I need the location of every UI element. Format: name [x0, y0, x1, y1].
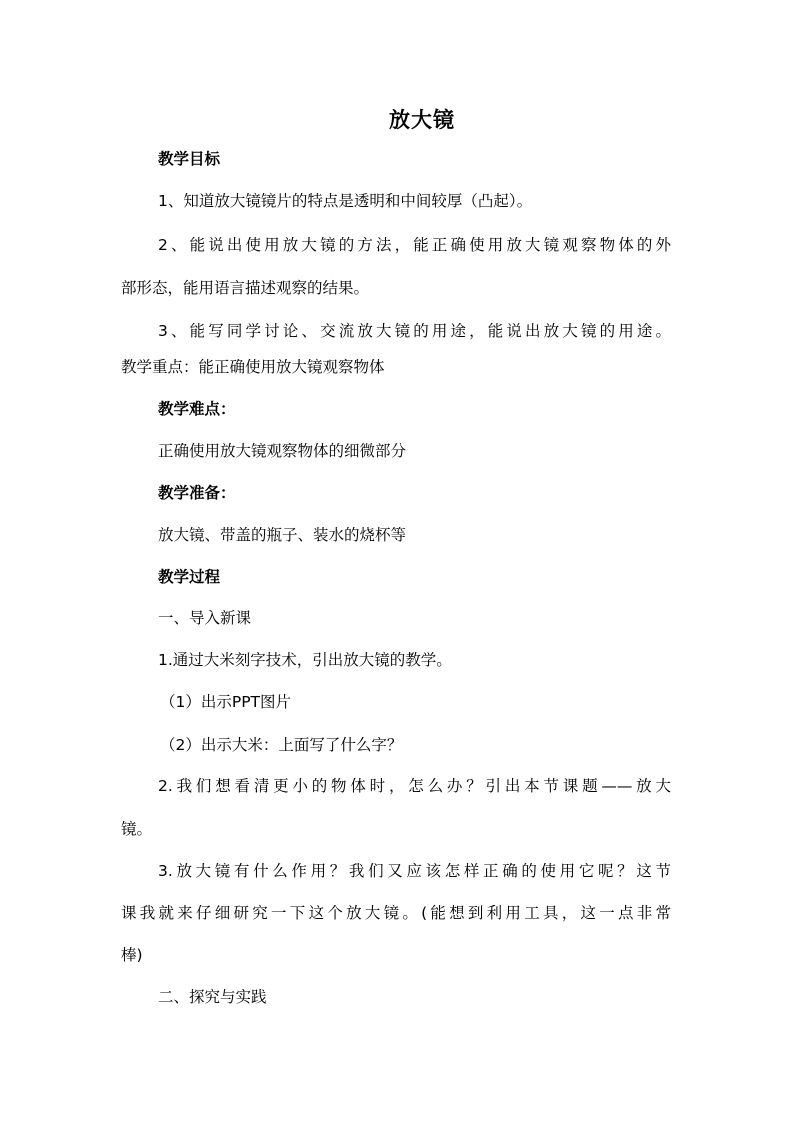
difficulty-heading: 教学难点：	[158, 400, 236, 418]
step-1-3-line-2: 课我就来仔细研究一下这个放大镜。(能想到利用工具，这一点非常	[121, 904, 671, 922]
page-title: 放大镜	[389, 108, 455, 132]
prep-heading: 教学准备：	[158, 484, 236, 502]
difficulty-text: 正确使用放大镜观察物体的细微部分	[158, 442, 407, 460]
step-1-heading: 一、导入新课	[158, 609, 252, 627]
step-1-3-line-3: 棒)	[121, 946, 143, 964]
prep-text: 放大镜、带盖的瓶子、装水的烧杯等	[158, 526, 407, 544]
step-1-1: 1.通过大米刻字技术，引出放大镜的教学。	[158, 651, 452, 669]
goal-2-line-2: 部形态，能用语言描述观察的结果。	[121, 279, 370, 297]
step-1-2-line-1: 2.我们想看清更小的物体时，怎么办？引出本节课题——放大	[158, 777, 671, 795]
step-1-2-line-2: 镜。	[121, 820, 153, 838]
goal-3: 3、能写同学讨论、交流放大镜的用途，能说出放大镜的用途。	[158, 322, 671, 340]
goal-2-line-1: 2、能说出使用放大镜的方法，能正确使用放大镜观察物体的外	[158, 236, 671, 254]
key-point: 教学重点：能正确使用放大镜观察物体	[121, 358, 385, 376]
goal-1: 1、知道放大镜镜片的特点是透明和中间较厚（凸起）。	[158, 192, 533, 210]
step-2-heading: 二、探究与实践	[158, 988, 267, 1006]
step-1-1a: （1）出示PPT图片	[160, 693, 292, 711]
step-1-3-line-1: 3.放大镜有什么作用？我们又应该怎样正确的使用它呢？这节	[158, 862, 671, 880]
goals-heading: 教学目标	[158, 150, 221, 168]
process-heading: 教学过程	[158, 568, 221, 586]
step-1-1b: （2）出示大米：上面写了什么字？	[160, 736, 403, 754]
